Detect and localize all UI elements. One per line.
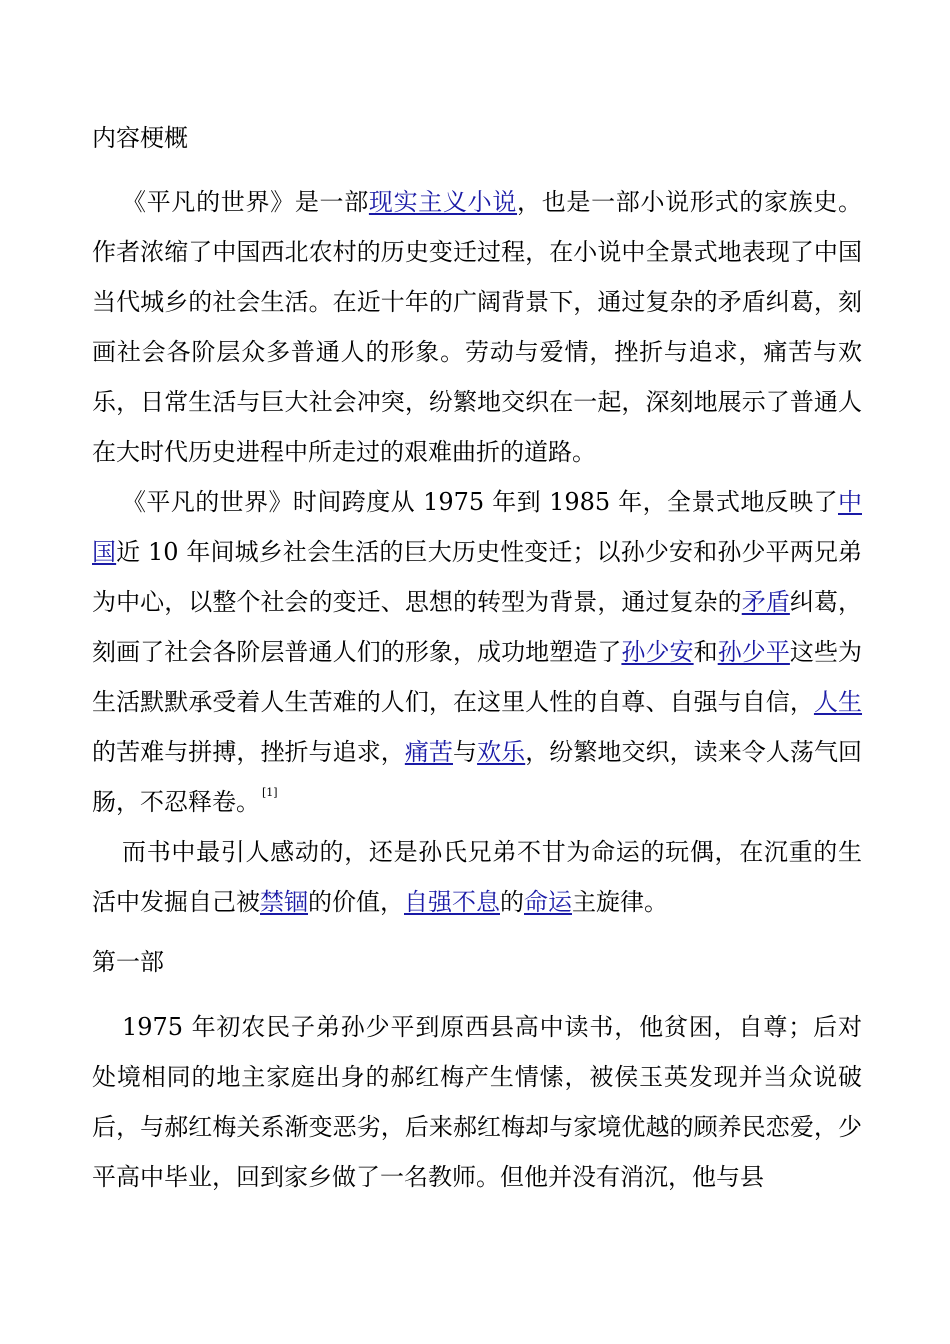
text-run: 《平凡的世界》是一部 bbox=[122, 188, 369, 216]
link-life[interactable]: 人生 bbox=[813, 688, 863, 716]
part-one-heading: 第一部 bbox=[92, 948, 164, 976]
summary-paragraph-3 bbox=[92, 827, 862, 927]
summary-paragraph-2 bbox=[92, 477, 862, 827]
link-confine[interactable]: 禁锢 bbox=[260, 888, 308, 916]
link-self-strength[interactable]: 自强不息 bbox=[404, 888, 500, 916]
summary-heading: 内容梗概 bbox=[92, 124, 188, 152]
text-run: 和 bbox=[693, 638, 718, 666]
text-run: 的苦难与拼搏，挫折与追求， bbox=[92, 738, 405, 766]
link-joy[interactable]: 欢乐 bbox=[477, 738, 526, 766]
citation-ref[interactable]: [1] bbox=[262, 786, 278, 799]
text-run: 的价值， bbox=[308, 888, 404, 916]
text-run: 与 bbox=[452, 738, 478, 766]
text-run: 这些为生活默默承受着人生苦难的人们，在这里人性的自尊、自强与自信， bbox=[92, 638, 863, 716]
text-run: ，也是一部小说形式的家族史。作者浓缩了中国西北农村的历史变迁过程，在小说中全景式地表现了中国当代城乡的社会生活。在近十年的广阔背景下，通过复杂的矛盾纠葛，刻画社会各阶层众多普通人的形象。劳动与爱情，挫折与追求，痛苦与欢乐，日常生活与巨大社会冲突，纷繁地交织在一起，深刻地展示了普通人在大时代历史进程中所走过的艰难曲折的道路。 bbox=[92, 188, 863, 466]
summary-paragraph-1 bbox=[92, 177, 862, 477]
part-one-paragraph-1: 1975 年初农民子弟孙少平到原西县高中读书，他贫困，自尊；后对处境相同的地主家庭出身的郝红梅产生情愫，被侯玉英发现并当众说破后，与郝红梅关系渐变恶劣，后来郝红梅却与家境优越的顾养民恋爱，少平高中毕业，回到家乡做了一名教师。但他并没有消沉，他与县 bbox=[92, 1013, 862, 1191]
text-run: 主旋律。 bbox=[572, 888, 668, 916]
link-conflict[interactable]: 矛盾 bbox=[741, 588, 790, 616]
link-china[interactable]: 中国 bbox=[92, 488, 862, 566]
text-run: 的 bbox=[500, 888, 524, 916]
text-run: 而书中最引人感动的，还是孙氏兄弟不甘为命运的玩偶，在沉重的生活中发掘自己被 bbox=[92, 838, 862, 916]
text-run: 近 10 年间城乡社会生活的巨大历史性变迁；以孙少安和孙少平两兄弟为中心，以整个社会的变迁、思想的转型为背景，通过复杂的 bbox=[92, 538, 863, 616]
link-sun-shaoping[interactable]: 孙少平 bbox=[717, 638, 790, 666]
text-run: 《平凡的世界》时间跨度从 1975 年到 1985 年，全景式地反映了 bbox=[122, 488, 838, 516]
text-run: ，纷繁地交织，读来令人荡气回肠，不忍释卷。 bbox=[92, 738, 863, 816]
link-sun-shaoan[interactable]: 孙少安 bbox=[621, 638, 694, 666]
link-fate[interactable]: 命运 bbox=[524, 888, 572, 916]
link-pain[interactable]: 痛苦 bbox=[404, 738, 453, 766]
link-realism-novel[interactable]: 现实主义小说 bbox=[368, 188, 518, 216]
text-run: 纠葛，刻画了社会各阶层普通人们的形象，成功地塑造了 bbox=[92, 588, 863, 666]
